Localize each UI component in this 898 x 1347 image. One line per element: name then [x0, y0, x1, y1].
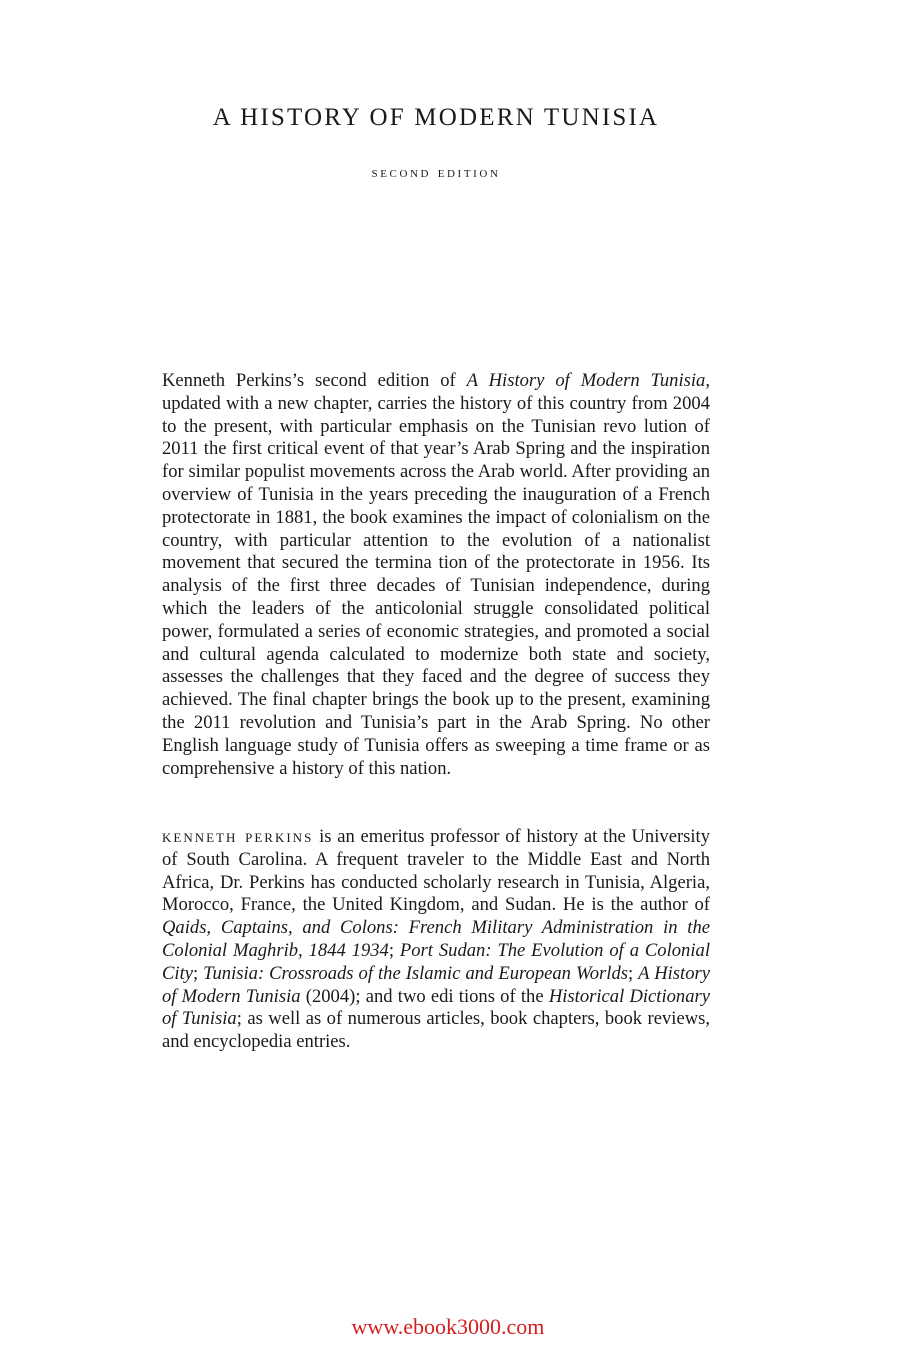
- edition-label: second edition: [371, 164, 501, 181]
- description-book-title: A History of Modern Tunisia: [466, 370, 706, 391]
- bio-work-2: Port Sudan: The Evolution of a Colonial City: [162, 939, 710, 984]
- ebook-website-link[interactable]: www.ebook3000.com: [351, 1314, 545, 1339]
- author-name: kenneth perkins: [162, 826, 314, 847]
- book-title: A HISTORY OF MODERN TUNISIA: [212, 104, 660, 131]
- bio-work-5: Historical Dictionary of Tunisia: [162, 985, 711, 1030]
- bio-text-2: (2004); and two edi tions of the: [300, 985, 549, 1007]
- description-text-1: Kenneth Perkins’s second edition of: [162, 370, 467, 391]
- bio-work-4: A History of Modern Tunisia: [162, 962, 710, 1007]
- bio-separator-2: ;: [193, 962, 204, 984]
- bio-text-1: is an emeritus professor of history at the University of South Carolina. A frequent traveler to the Middle East and North Africa, Dr. Perkins has conducted scholarly research in Tunisia, Algeria, Morocco, France, the United Kingdom, and Sudan. He is the author of: [162, 826, 711, 916]
- author-bio: [162, 826, 710, 1054]
- bio-separator-1: ;: [388, 939, 400, 961]
- footer: [0, 1314, 896, 1340]
- bio-work-3: Tunisia: Crossroads of the Islamic and European Worlds: [203, 962, 628, 984]
- bio-text-3: ; as well as of numerous articles, book chapters, book reviews, and encyclopedia entries.: [162, 1008, 711, 1053]
- bio-separator-3: ;: [628, 962, 639, 984]
- bio-work-1: Qaids, Captains, and Colons: French Military Administration in the Colonial Maghrib, 1844 1934: [162, 917, 710, 961]
- description-text-2: , updated with a new chapter, carries the history of this country from 2004 to the present, with particular emphasis on the Tunisian revo lution of 2011 the first critical event of that year’s Arab Spring and the inspiration for similar populist movements across the Arab world. After providing an overview of Tunisia in the years preceding the inauguration of a French protectorate in 1881, the book examines the impact of colonialism on the country, with particular attention to the evolution of a nationalist movement that secured the termina tion of the protectorate in 1956. Its analysis of the first three decades of Tunisian independence, during which the leaders of the anticolonial struggle consolidated political power, formulated a series of economic strategies, and promoted a social and cultural agenda calculated to modernize both state and society, assesses the challenges that they faced and the degree of success they achieved. The final chapter brings the book up to the present, examining the 2011 revolution and Tunisia’s part in the Arab Spring. No other English language study of Tunisia offers as sweeping a time frame or as comprehensive a history of this nation.: [162, 370, 710, 779]
- book-description: [162, 370, 710, 780]
